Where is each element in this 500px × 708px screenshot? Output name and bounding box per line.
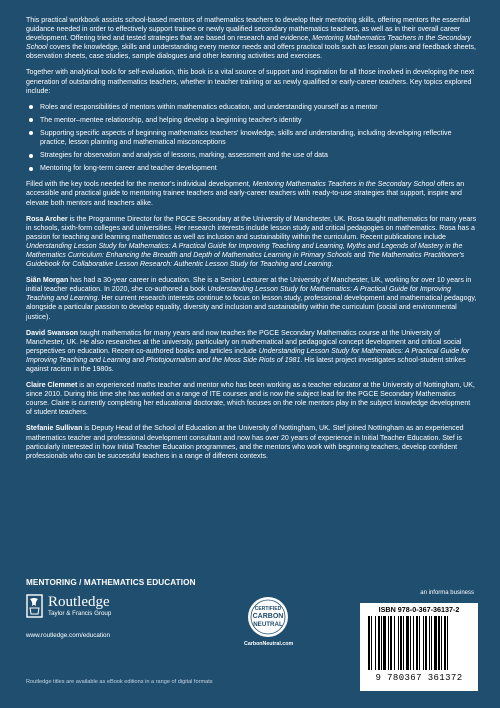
topic-item: Roles and responsibilities of mentors within mathematics education, and understanding yourself as a mentor	[40, 103, 478, 112]
intro-text: This practical workbook assists school-based mentors of mathematics teachers to develop their mentoring skills, offering mentors the essential guidance needed in order to effectively support trainee or newly qualified secondary mathematics teachers, as well as in their overall career development. Offering tried and tested strategies that are based on research and evidence,	[26, 17, 471, 43]
carbon-neutral-url[interactable]: CarbonNeutral.com	[244, 641, 294, 647]
bio-text: is the Programme Director for the PGCE Secondary at the University of Manchester, UK. Rosa taught mathematics for many years in schools, sixth-form colleges and universities. Her research interests include lesson study and critical pedagogies on mathematics. Rosa has a passion for teaching and learning mathematics as well as inclusion and sustainability within the curriculum. Recent publications include	[26, 215, 477, 241]
topic-item: Strategies for observation and analysis of lessons, marking, assessment and the use of data	[40, 151, 478, 160]
bio-text: .	[331, 261, 334, 269]
intro-text: Filled with the key tools needed for the mentor's individual development,	[26, 181, 253, 189]
book-title-ref: Mentoring Mathematics Teachers in the Secondary School	[252, 181, 435, 189]
isbn: ISBN 978-0-367-36137-2	[378, 605, 460, 614]
carbon-line-2: CARBON	[252, 613, 284, 620]
publication-title: Photojournalism and the Moss Side Riots of 1981	[146, 356, 301, 364]
publication-title: Understanding Lesson Study for Mathematics: A Practical Guide for Improving Teaching and Learning	[26, 347, 470, 364]
bio-claire-clemmet	[26, 381, 478, 417]
author-name: Stefanie Sullivan	[26, 425, 83, 433]
publication-title: The Mathematics Practitioner's Guidebook for Collaborative Lesson Research: Authentic Lesson Study for Teaching and Learning	[26, 251, 465, 269]
publication-title: Understanding Lesson Study for Mathematics: A Practical Guide for Improving Teaching and Learning, Myths and Legends of Mastery in the Mathematics Curriculum: Enhancing the Breadth and Depth of Mathematics Learning in Primary Schools	[26, 242, 463, 259]
author-name: Rosa Archer	[26, 215, 68, 223]
bio-text: and	[351, 251, 368, 259]
bio-text: taught mathematics for many years and now teaches the PGCE Secondary Mathematics course at the University of Manchester, UK. He also researches at the university, particularly on mathematical and pedagogical concept development and critical social perspectives on education. Recent co-authored books and articles include	[26, 329, 462, 355]
cover-text	[26, 16, 478, 468]
subject-category: MENTORING / MATHEMATICS EDUCATION	[26, 578, 196, 587]
intro-paragraph-3	[26, 180, 478, 207]
topic-item: Mentoring for long-term career and teacher development	[40, 164, 478, 173]
intro-paragraph-1	[26, 16, 478, 61]
bio-text: . His latest project investigates school-student strikes against racism in the 1980s.	[26, 356, 466, 373]
bio-david-swanson	[26, 329, 478, 374]
intro-paragraph-2: Together with analytical tools for self-evaluation, this book is a vital source of support and inspiration for all those involved in developing the next generation of outstanding mathematics teachers, whether in teacher training or as newly qualified or early-career teachers. Key topics explored include:	[26, 69, 475, 95]
barcode-panel	[360, 603, 478, 691]
barcode-number: 9 780367 361372	[375, 673, 463, 683]
bio-text: has had a 30-year career in education. She is a Senior Lecturer at the University of Manchester, UK, working for over 10 years in initial teacher education. In 2020, she co-authored a book	[26, 277, 472, 294]
ebook-note: Routledge titles are available as eBook editions in a range of digital formats	[26, 679, 213, 685]
carbon-line-3: NEUTRAL	[253, 621, 283, 628]
book-title-ref: Mentoring Mathematics Teachers in the Secondary School	[26, 35, 472, 52]
bio-text: is an experienced maths teacher and mentor who has been working as a teacher educator at the University of Nottingham, UK, since 2010. During this time she has worked on a range of ITE courses and is now the subject lead for the PGCE Secondary Mathematics course. Claire is currently completing her educational doctorate, which focuses on the role mentors play in the subject knowledge development of student teachers.	[26, 382, 475, 417]
bio-sian-morgan	[26, 276, 478, 321]
topic-item: The mentor–mentee relationship, and helping develop a beginning teacher's identity	[40, 116, 478, 125]
author-name: Claire Clemmet	[26, 382, 78, 390]
publisher-group: Taylor & Francis Group	[48, 610, 112, 617]
publication-title: Understanding Lesson Study for Mathematics: A Practical Guide for Improving Teaching and Learning	[26, 286, 451, 303]
publisher-url[interactable]: www.routledge.com/education	[26, 632, 111, 639]
bio-text: . Her current research interests continue to focus on lesson study, professional development and mathematical pedagogy, alongside a particular passion to develop equality, diversity and inclusion and sustainability within the curriculum (social and environmental justice).	[26, 295, 477, 321]
bio-text: is Deputy Head of the School of Education at the University of Nottingham, UK. Stef joined Nottingham as an experienced mathematics teacher and professional development consultant and now has over 20 years of experience in Initial Teacher Education. Stef is particularly interested in how Initial Teacher Education programmes, and the mentors who work with beginning teachers, develop confident professionals who can be successful teachers in a range of different contexts.	[26, 425, 464, 460]
topic-item: Supporting specific aspects of beginning mathematics teachers' knowledge, skills and understanding, including developing reflective practice, lesson planning and mathematical misconceptions	[40, 129, 478, 147]
intro-text: covers the knowledge, skills and understanding every mentor needs and offers practical tools such as lesson plans and feedback sheets, observation sheets, case studies, sample dialogues and other learning activities and exercises.	[26, 44, 476, 61]
carbon-neutral-badge-icon	[246, 595, 290, 639]
publisher-name: Routledge	[48, 594, 110, 610]
author-name: Siân Morgan	[26, 277, 69, 285]
informa-tagline: an informa business	[420, 590, 474, 596]
author-name: David Swanson	[26, 329, 79, 337]
intro-text: offers an accessible and practical guide to mentoring trainee teachers and early-career teachers with ready-to-use strategies that support, inspire and elevate both mentors and teachers alike.	[26, 181, 465, 207]
routledge-logo	[26, 592, 166, 632]
routledge-mark-icon	[26, 594, 43, 618]
barcode-icon	[368, 616, 472, 670]
bio-stefanie-sullivan	[26, 424, 478, 460]
key-topics-list	[26, 103, 478, 174]
bio-text: and	[130, 356, 147, 364]
carbon-line-1: CERTIFIED	[254, 606, 282, 612]
bio-rosa-archer	[26, 215, 478, 270]
